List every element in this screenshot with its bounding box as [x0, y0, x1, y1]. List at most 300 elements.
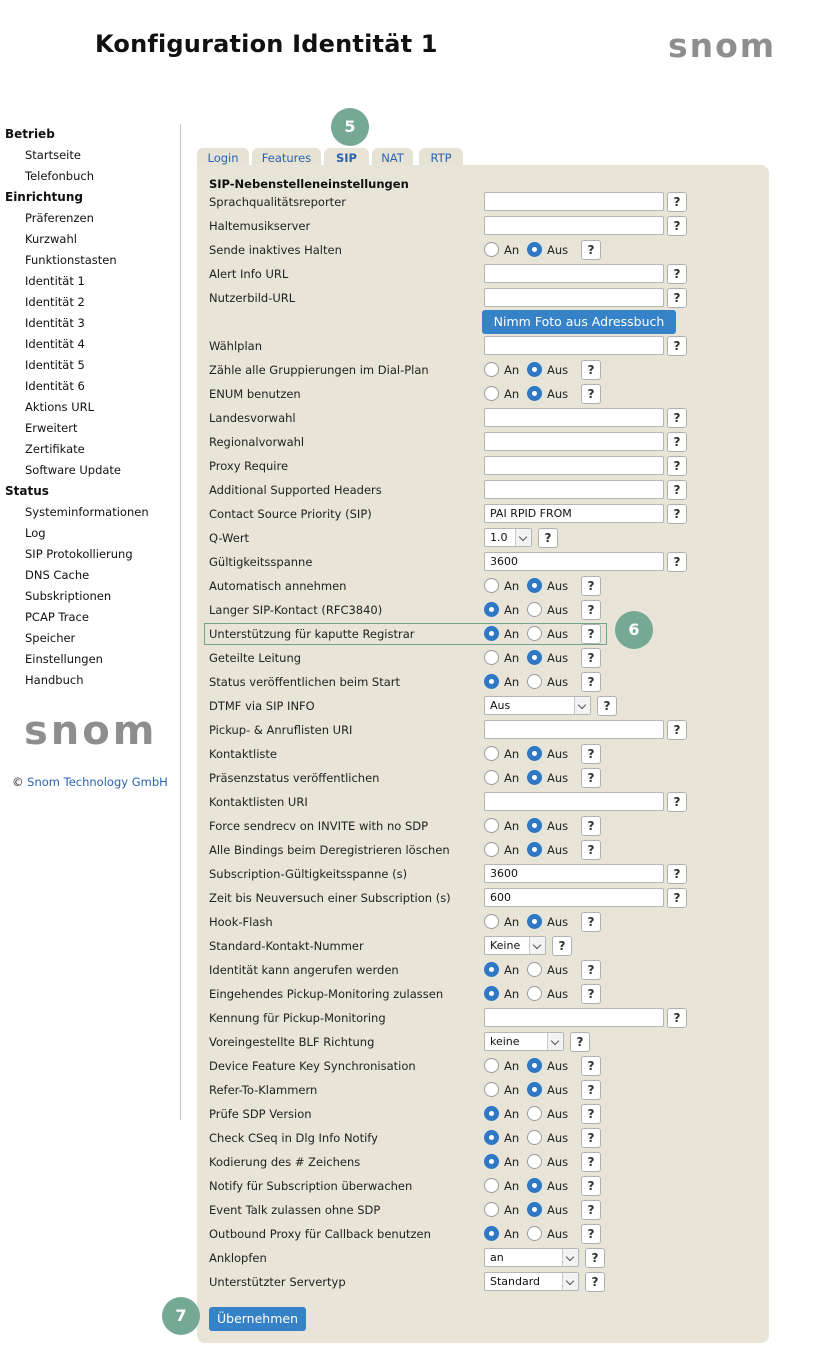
setting-label: Prüfe SDP Version: [209, 1107, 312, 1121]
radio-label-on: An: [504, 243, 520, 257]
subscription-gueltigkeitsspanne-s-help-icon[interactable]: ?: [667, 864, 687, 884]
radio-label-on: An: [504, 1155, 520, 1169]
setting-row-refer-to-klammern: [209, 1079, 729, 1101]
kontaktliste-radio-off[interactable]: [527, 746, 542, 761]
setting-row-haltemusikserver: [209, 215, 729, 237]
nav-group-status: Status: [5, 484, 49, 498]
setting-row-q-wert: [209, 527, 729, 549]
radio-label-off: Aus: [547, 603, 569, 617]
radio-label-off: Aus: [547, 243, 569, 257]
highlight-box: [204, 623, 607, 645]
setting-row-enum-benutzen: [209, 383, 729, 405]
radio-label-on: An: [504, 771, 520, 785]
radio-label-on: An: [504, 387, 520, 401]
alle-bindings-beim-deregistrieren-loeschen-help-icon[interactable]: ?: [581, 840, 601, 860]
setting-label: Check CSeq in Dlg Info Notify: [209, 1131, 378, 1145]
zaehle-alle-gruppierungen-im-dial-plan-help-icon[interactable]: ?: [581, 360, 601, 380]
setting-label: Unterstützter Servertyp: [209, 1275, 346, 1289]
setting-row-unterstuetzter-servertyp: [209, 1271, 729, 1293]
sende-inaktives-halten-radio-off[interactable]: [527, 242, 542, 257]
radio-label-off: Aus: [547, 987, 569, 1001]
setting-row-landesvorwahl: [209, 407, 729, 429]
radio-label-off: Aus: [547, 915, 569, 929]
sidebar-item-identitaet-5[interactable]: Identität 5: [25, 358, 85, 372]
pickup-anruflisten-uri-help-icon[interactable]: ?: [667, 720, 687, 740]
sidebar-item-identitaet-6[interactable]: Identität 6: [25, 379, 85, 393]
zaehle-alle-gruppierungen-im-dial-plan-radio-off[interactable]: [527, 362, 542, 377]
nutzerbild-url-input[interactable]: [484, 288, 664, 307]
regionalvorwahl-help-icon[interactable]: ?: [667, 432, 687, 452]
eingehendes-pickup-monitoring-zulassen-help-icon[interactable]: ?: [581, 984, 601, 1004]
sidebar-nav: [0, 124, 180, 691]
zeit-bis-neuversuch-einer-subscription-s-help-icon[interactable]: ?: [667, 888, 687, 908]
kontaktliste-radio-on[interactable]: [484, 746, 499, 761]
notify-fuer-subscription-ueberwachen-radio-off[interactable]: [527, 1178, 542, 1193]
setting-label: Landesvorwahl: [209, 411, 296, 425]
pruefe-sdp-version-radio-on[interactable]: [484, 1106, 499, 1121]
radio-label-off: Aus: [547, 1155, 569, 1169]
sprachqualitaetsreporter-input[interactable]: [484, 192, 664, 211]
setting-label: Alle Bindings beim Deregistrieren löschen: [209, 843, 450, 857]
enum-benutzen-radio-off[interactable]: [527, 386, 542, 401]
voreingestellte-blf-richtung-select[interactable]: [484, 1032, 564, 1051]
gueltigkeitsspanne-input[interactable]: 3600: [484, 552, 664, 571]
setting-row-langer-sip-kontact-rfc3840: [209, 599, 729, 621]
langer-sip-kontact-rfc3840-radio-on[interactable]: [484, 602, 499, 617]
sidebar-item-pcap-trace[interactable]: PCAP Trace: [25, 610, 89, 624]
unterstuetzung-fuer-kaputte-registrar-help-icon[interactable]: ?: [581, 624, 601, 644]
automatisch-annehmen-radio-off[interactable]: [527, 578, 542, 593]
sidebar-item-subskriptionen[interactable]: Subskriptionen: [25, 589, 112, 603]
radio-label-off: Aus: [547, 1059, 569, 1073]
automatisch-annehmen-radio-on[interactable]: [484, 578, 499, 593]
setting-row-kodierung-des-zeichens: [209, 1151, 729, 1173]
dtmf-via-sip-info-select[interactable]: [484, 696, 591, 715]
setting-label: Refer-To-Klammern: [209, 1083, 318, 1097]
radio-label-off: Aus: [547, 363, 569, 377]
standard-kontakt-nummer-help-icon[interactable]: ?: [552, 936, 572, 956]
refer-to-klammern-help-icon[interactable]: ?: [581, 1080, 601, 1100]
device-feature-key-synchronisation-help-icon[interactable]: ?: [581, 1056, 601, 1076]
setting-row-alert-info-url: [209, 263, 729, 285]
q-wert-help-icon[interactable]: ?: [538, 528, 558, 548]
setting-label: Kontaktliste: [209, 747, 277, 761]
unterstuetzter-servertyp-help-icon[interactable]: ?: [585, 1272, 605, 1292]
force-sendrecv-on-invite-with-no-sdp-help-icon[interactable]: ?: [581, 816, 601, 836]
setting-row-event-talk-zulassen-ohne-sdp: [209, 1199, 729, 1221]
chevron-down-icon: [515, 529, 531, 546]
identitaet-kann-angerufen-werden-help-icon[interactable]: ?: [581, 960, 601, 980]
setting-label: Subscription-Gültigkeitsspanne (s): [209, 867, 408, 881]
page-title: Konfiguration Identität 1: [95, 30, 438, 58]
sidebar-item-erweitert[interactable]: Erweitert: [25, 421, 78, 435]
haltemusikserver-help-icon[interactable]: ?: [667, 216, 687, 236]
setting-label: Kontaktlisten URI: [209, 795, 308, 809]
eingehendes-pickup-monitoring-zulassen-radio-on[interactable]: [484, 986, 499, 1001]
sidebar-item-praeferenzen[interactable]: Präferenzen: [25, 211, 94, 225]
sende-inaktives-halten-help-icon[interactable]: ?: [581, 240, 601, 260]
chevron-down-icon: [562, 1273, 578, 1290]
sidebar-item-speicher[interactable]: Speicher: [25, 631, 76, 645]
setting-row-geteilte-leitung: [209, 647, 729, 669]
setting-label: Contact Source Priority (SIP): [209, 507, 372, 521]
sidebar-item-telefonbuch[interactable]: Telefonbuch: [25, 169, 94, 183]
setting-label: Outbound Proxy für Callback benutzen: [209, 1227, 431, 1241]
anklopfen-select-value: an: [490, 1251, 504, 1264]
setting-label: Gültigkeitsspanne: [209, 555, 313, 569]
identitaet-kann-angerufen-werden-radio-off[interactable]: [527, 962, 542, 977]
setting-label: Event Talk zulassen ohne SDP: [209, 1203, 381, 1217]
device-feature-key-synchronisation-radio-on[interactable]: [484, 1058, 499, 1073]
radio-label-off: Aus: [547, 843, 569, 857]
radio-label-on: An: [504, 1107, 520, 1121]
pruefe-sdp-version-radio-off[interactable]: [527, 1106, 542, 1121]
copyright-symbol: ©: [12, 775, 24, 789]
photo-from-addressbook-button[interactable]: Nimm Foto aus Adressbuch: [482, 310, 676, 334]
notify-fuer-subscription-ueberwachen-radio-on[interactable]: [484, 1178, 499, 1193]
radio-label-on: An: [504, 747, 520, 761]
setting-label: Zähle alle Gruppierungen im Dial-Plan: [209, 363, 429, 377]
radio-label-off: Aus: [547, 819, 569, 833]
notify-fuer-subscription-ueberwachen-help-icon[interactable]: ?: [581, 1176, 601, 1196]
check-cseq-in-dlg-info-notify-radio-on[interactable]: [484, 1130, 499, 1145]
radio-label-off: Aus: [547, 387, 569, 401]
sidebar-item-identitaet-2[interactable]: Identität 2: [25, 295, 85, 309]
pickup-anruflisten-uri-input[interactable]: [484, 720, 664, 739]
geteilte-leitung-radio-on[interactable]: [484, 650, 499, 665]
radio-label-off: Aus: [547, 1107, 569, 1121]
setting-label: Device Feature Key Synchronisation: [209, 1059, 416, 1073]
proxy-require-help-icon[interactable]: ?: [667, 456, 687, 476]
setting-label: Standard-Kontakt-Nummer: [209, 939, 364, 953]
setting-label: Force sendrecv on INVITE with no SDP: [209, 819, 429, 833]
setting-row-force-sendrecv-on-invite-with-no-sdp: [209, 815, 729, 837]
setting-row-status-veroeffentlichen-beim-start: [209, 671, 729, 693]
setting-row-pickup-anruflisten-uri: [209, 719, 729, 741]
radio-label-off: Aus: [547, 771, 569, 785]
hook-flash-help-icon[interactable]: ?: [581, 912, 601, 932]
sidebar-item-zertifikate[interactable]: Zertifikate: [25, 442, 85, 456]
setting-row-additional-supported-headers: [209, 479, 729, 501]
device-feature-key-synchronisation-radio-off[interactable]: [527, 1058, 542, 1073]
setting-row-check-cseq-in-dlg-info-notify: [209, 1127, 729, 1149]
praesenzstatus-veroeffentlichen-radio-off[interactable]: [527, 770, 542, 785]
pruefe-sdp-version-help-icon[interactable]: ?: [581, 1104, 601, 1124]
radio-label-on: An: [504, 651, 520, 665]
setting-row-kennung-fuer-pickup-monitoring: [209, 1007, 729, 1029]
refer-to-klammern-radio-off[interactable]: [527, 1082, 542, 1097]
chevron-down-icon: [574, 697, 590, 714]
copyright-link[interactable]: Snom Technology GmbH: [27, 775, 168, 789]
setting-row-contact-source-priority-sip: [209, 503, 729, 525]
praesenzstatus-veroeffentlichen-help-icon[interactable]: ?: [581, 768, 601, 788]
setting-label: Additional Supported Headers: [209, 483, 382, 497]
setting-label: Anklopfen: [209, 1251, 267, 1265]
setting-label: Nutzerbild-URL: [209, 291, 296, 305]
radio-label-on: An: [504, 963, 520, 977]
sidebar-item-kurzwahl[interactable]: Kurzwahl: [25, 232, 77, 246]
hook-flash-radio-on[interactable]: [484, 914, 499, 929]
kennung-fuer-pickup-monitoring-input[interactable]: [484, 1008, 664, 1027]
setting-label: ENUM benutzen: [209, 387, 301, 401]
force-sendrecv-on-invite-with-no-sdp-radio-on[interactable]: [484, 818, 499, 833]
anklopfen-select[interactable]: [484, 1248, 579, 1267]
radio-label-on: An: [504, 843, 520, 857]
kontaktlisten-uri-input[interactable]: [484, 792, 664, 811]
setting-row-kontaktlisten-uri: [209, 791, 729, 813]
nav-group-betrieb: Betrieb: [5, 127, 55, 141]
alle-bindings-beim-deregistrieren-loeschen-radio-on[interactable]: [484, 842, 499, 857]
force-sendrecv-on-invite-with-no-sdp-radio-off[interactable]: [527, 818, 542, 833]
radio-label-on: An: [504, 1059, 520, 1073]
radio-label-off: Aus: [547, 1179, 569, 1193]
setting-label: Präsenzstatus veröffentlichen: [209, 771, 380, 785]
q-wert-select-value: 1.0: [490, 531, 508, 544]
apply-button[interactable]: Übernehmen: [209, 1307, 306, 1331]
setting-row-identitaet-kann-angerufen-werden: [209, 959, 729, 981]
step-badge-6: 6: [615, 611, 653, 649]
setting-label: Haltemusikserver: [209, 219, 311, 233]
status-veroeffentlichen-beim-start-radio-off[interactable]: [527, 674, 542, 689]
event-talk-zulassen-ohne-sdp-help-icon[interactable]: ?: [581, 1200, 601, 1220]
landesvorwahl-help-icon[interactable]: ?: [667, 408, 687, 428]
additional-supported-headers-input[interactable]: [484, 480, 664, 499]
setting-label: Automatisch annehmen: [209, 579, 347, 593]
setting-row-sprachqualitaetsreporter: [209, 191, 729, 213]
outbound-proxy-fuer-callback-benutzen-help-icon[interactable]: ?: [581, 1224, 601, 1244]
praesenzstatus-veroeffentlichen-radio-on[interactable]: [484, 770, 499, 785]
sidebar-item-aktions-url[interactable]: Aktions URL: [25, 400, 95, 414]
kontaktliste-help-icon[interactable]: ?: [581, 744, 601, 764]
sidebar-item-identitaet-3[interactable]: Identität 3: [25, 316, 85, 330]
setting-label: Wählplan: [209, 339, 262, 353]
kennung-fuer-pickup-monitoring-help-icon[interactable]: ?: [667, 1008, 687, 1028]
setting-row-pruefe-sdp-version: [209, 1103, 729, 1125]
setting-label: Kodierung des # Zeichens: [209, 1155, 361, 1169]
langer-sip-kontact-rfc3840-radio-off[interactable]: [527, 602, 542, 617]
q-wert-select[interactable]: [484, 528, 532, 547]
setting-label: Hook-Flash: [209, 915, 273, 929]
radio-label-on: An: [504, 819, 520, 833]
setting-row-eingehendes-pickup-monitoring-zulassen: [209, 983, 729, 1005]
outbound-proxy-fuer-callback-benutzen-radio-on[interactable]: [484, 1226, 499, 1241]
setting-row-device-feature-key-synchronisation: [209, 1055, 729, 1077]
setting-label: Zeit bis Neuversuch einer Subscription (s): [209, 891, 451, 905]
haltemusikserver-input[interactable]: [484, 216, 664, 235]
dtmf-via-sip-info-help-icon[interactable]: ?: [597, 696, 617, 716]
identitaet-kann-angerufen-werden-radio-on[interactable]: [484, 962, 499, 977]
hook-flash-radio-off[interactable]: [527, 914, 542, 929]
setting-row-zeit-bis-neuversuch-einer-subscription-s: [209, 887, 729, 909]
radio-label-on: An: [504, 603, 520, 617]
radio-label-off: Aus: [547, 1083, 569, 1097]
setting-label: Proxy Require: [209, 459, 289, 473]
setting-label: Identität kann angerufen werden: [209, 963, 399, 977]
setting-row-nutzerbild-url: [209, 287, 729, 309]
sidebar-item-identitaet-4[interactable]: Identität 4: [25, 337, 85, 351]
setting-label: Alert Info URL: [209, 267, 289, 281]
tab-rtp[interactable]: RTP: [419, 148, 463, 168]
refer-to-klammern-radio-on[interactable]: [484, 1082, 499, 1097]
radio-label-off: Aus: [547, 675, 569, 689]
setting-row-voreingestellte-blf-richtung: [209, 1031, 729, 1053]
event-talk-zulassen-ohne-sdp-radio-on[interactable]: [484, 1202, 499, 1217]
nav-group-einrichtung: Einrichtung: [5, 190, 83, 204]
radio-label-off: Aus: [547, 1203, 569, 1217]
sidebar-item-log[interactable]: Log: [25, 526, 46, 540]
dtmf-via-sip-info-select-value: Aus: [490, 699, 511, 712]
setting-row-anklopfen: [209, 1247, 729, 1269]
contact-source-priority-sip-help-icon[interactable]: ?: [667, 504, 687, 524]
setting-label: Geteilte Leitung: [209, 651, 302, 665]
setting-row-alle-bindings-beim-deregistrieren-loeschen: [209, 839, 729, 861]
chevron-down-icon: [562, 1249, 578, 1266]
radio-label-on: An: [504, 1083, 520, 1097]
radio-label-on: An: [504, 915, 520, 929]
voreingestellte-blf-richtung-help-icon[interactable]: ?: [570, 1032, 590, 1052]
radio-label-off: Aus: [547, 651, 569, 665]
setting-label: Regionalvorwahl: [209, 435, 305, 449]
setting-row-dtmf-via-sip-info: [209, 695, 729, 717]
status-veroeffentlichen-beim-start-help-icon[interactable]: ?: [581, 672, 601, 692]
setting-label: Sende inaktives Halten: [209, 243, 342, 257]
sidebar-item-dns-cache[interactable]: DNS Cache: [25, 568, 90, 582]
radio-label-off: Aus: [547, 747, 569, 761]
event-talk-zulassen-ohne-sdp-radio-off[interactable]: [527, 1202, 542, 1217]
step-badge-7: 7: [162, 1297, 200, 1335]
sidebar-divider: [180, 124, 181, 1120]
alle-bindings-beim-deregistrieren-loeschen-radio-off[interactable]: [527, 842, 542, 857]
nutzerbild-url-help-icon[interactable]: ?: [667, 288, 687, 308]
eingehendes-pickup-monitoring-zulassen-radio-off[interactable]: [527, 986, 542, 1001]
setting-label: Voreingestellte BLF Richtung: [209, 1035, 375, 1049]
waehlplan-input[interactable]: [484, 336, 664, 355]
tab-features[interactable]: Features: [252, 148, 321, 168]
radio-label-off: Aus: [547, 1131, 569, 1145]
section-title: SIP-Nebenstelleneinstellungen: [209, 177, 409, 191]
sende-inaktives-halten-radio-on[interactable]: [484, 242, 499, 257]
geteilte-leitung-radio-off[interactable]: [527, 650, 542, 665]
gueltigkeitsspanne-help-icon[interactable]: ?: [667, 552, 687, 572]
radio-label-off: Aus: [547, 963, 569, 977]
sidebar-item-sip-protokollierung[interactable]: SIP Protokollierung: [25, 547, 133, 561]
langer-sip-kontact-rfc3840-help-icon[interactable]: ?: [581, 600, 601, 620]
anklopfen-help-icon[interactable]: ?: [585, 1248, 605, 1268]
radio-label-on: An: [504, 627, 520, 641]
zeit-bis-neuversuch-einer-subscription-s-input[interactable]: 600: [484, 888, 664, 907]
regionalvorwahl-input[interactable]: [484, 432, 664, 451]
alert-info-url-help-icon[interactable]: ?: [667, 264, 687, 284]
kodierung-des-zeichens-help-icon[interactable]: ?: [581, 1152, 601, 1172]
setting-row-standard-kontakt-nummer: [209, 935, 729, 957]
setting-row-sende-inaktives-halten: [209, 239, 729, 261]
enum-benutzen-help-icon[interactable]: ?: [581, 384, 601, 404]
contact-source-priority-sip-input[interactable]: PAI RPID FROM: [484, 504, 664, 523]
check-cseq-in-dlg-info-notify-help-icon[interactable]: ?: [581, 1128, 601, 1148]
standard-kontakt-nummer-select-value: Keine: [490, 939, 521, 952]
setting-row-gueltigkeitsspanne: [209, 551, 729, 573]
setting-row-automatisch-annehmen: [209, 575, 729, 597]
sidebar-item-einstellungen[interactable]: Einstellungen: [25, 652, 103, 666]
setting-label: Eingehendes Pickup-Monitoring zulassen: [209, 987, 444, 1001]
unterstuetzter-servertyp-select-value: Standard: [490, 1275, 541, 1288]
tab-sip[interactable]: SIP: [324, 148, 369, 168]
radio-label-on: An: [504, 363, 520, 377]
kodierung-des-zeichens-radio-off[interactable]: [527, 1154, 542, 1169]
kontaktlisten-uri-help-icon[interactable]: ?: [667, 792, 687, 812]
automatisch-annehmen-help-icon[interactable]: ?: [581, 576, 601, 596]
radio-label-off: Aus: [547, 627, 569, 641]
radio-label-off: Aus: [547, 579, 569, 593]
radio-label-on: An: [504, 1203, 520, 1217]
sidebar-item-identitaet-1[interactable]: Identität 1: [25, 274, 85, 288]
chevron-down-icon: [529, 937, 545, 954]
setting-label: Sprachqualitätsreporter: [209, 195, 346, 209]
zaehle-alle-gruppierungen-im-dial-plan-radio-on[interactable]: [484, 362, 499, 377]
sidebar-snom-logo: snom: [24, 708, 158, 754]
setting-label: Notify für Subscription überwachen: [209, 1179, 413, 1193]
sidebar-item-startseite[interactable]: Startseite: [25, 148, 81, 162]
chevron-down-icon: [547, 1033, 563, 1050]
setting-row-proxy-require: [209, 455, 729, 477]
setting-row-notify-fuer-subscription-ueberwachen: [209, 1175, 729, 1197]
tab-login[interactable]: Login: [197, 148, 249, 168]
kodierung-des-zeichens-radio-on[interactable]: [484, 1154, 499, 1169]
voreingestellte-blf-richtung-select-value: keine: [490, 1035, 520, 1048]
setting-row-outbound-proxy-fuer-callback-benutzen: [209, 1223, 729, 1245]
radio-label-on: An: [504, 1179, 520, 1193]
sprachqualitaetsreporter-help-icon[interactable]: ?: [667, 192, 687, 212]
step-badge-5: 5: [331, 108, 369, 146]
radio-label-on: An: [504, 675, 520, 689]
radio-label-on: An: [504, 1131, 520, 1145]
subscription-gueltigkeitsspanne-s-input[interactable]: 3600: [484, 864, 664, 883]
sidebar-item-handbuch[interactable]: Handbuch: [25, 673, 84, 687]
copyright: [12, 775, 168, 789]
alert-info-url-input[interactable]: [484, 264, 664, 283]
geteilte-leitung-help-icon[interactable]: ?: [581, 648, 601, 668]
setting-row-hook-flash: [209, 911, 729, 933]
status-veroeffentlichen-beim-start-radio-on[interactable]: [484, 674, 499, 689]
setting-row-waehlplan: [209, 335, 729, 357]
setting-label: Pickup- & Anruflisten URI: [209, 723, 353, 737]
check-cseq-in-dlg-info-notify-radio-off[interactable]: [527, 1130, 542, 1145]
setting-label: Q-Wert: [209, 531, 250, 545]
snom-logo: snom: [668, 26, 777, 65]
sidebar-item-software-update[interactable]: Software Update: [25, 463, 121, 477]
setting-label: Langer SIP-Kontact (RFC3840): [209, 603, 383, 617]
proxy-require-input[interactable]: [484, 456, 664, 475]
setting-row-zaehle-alle-gruppierungen-im-dial-plan: [209, 359, 729, 381]
outbound-proxy-fuer-callback-benutzen-radio-off[interactable]: [527, 1226, 542, 1241]
additional-supported-headers-help-icon[interactable]: ?: [667, 480, 687, 500]
sidebar-item-systeminformationen[interactable]: Systeminformationen: [25, 505, 149, 519]
landesvorwahl-input[interactable]: [484, 408, 664, 427]
tab-nat[interactable]: NAT: [372, 148, 413, 168]
setting-row-kontaktliste: [209, 743, 729, 765]
setting-label: Unterstützung für kaputte Registrar: [209, 627, 415, 641]
waehlplan-help-icon[interactable]: ?: [667, 336, 687, 356]
standard-kontakt-nummer-select[interactable]: [484, 936, 546, 955]
radio-label-on: An: [504, 579, 520, 593]
sidebar-item-funktionstasten[interactable]: Funktionstasten: [25, 253, 117, 267]
radio-label-off: Aus: [547, 1227, 569, 1241]
enum-benutzen-radio-on[interactable]: [484, 386, 499, 401]
setting-label: Kennung für Pickup-Monitoring: [209, 1011, 386, 1025]
radio-label-on: An: [504, 987, 520, 1001]
unterstuetzter-servertyp-select[interactable]: [484, 1272, 579, 1291]
setting-row-praesenzstatus-veroeffentlichen: [209, 767, 729, 789]
